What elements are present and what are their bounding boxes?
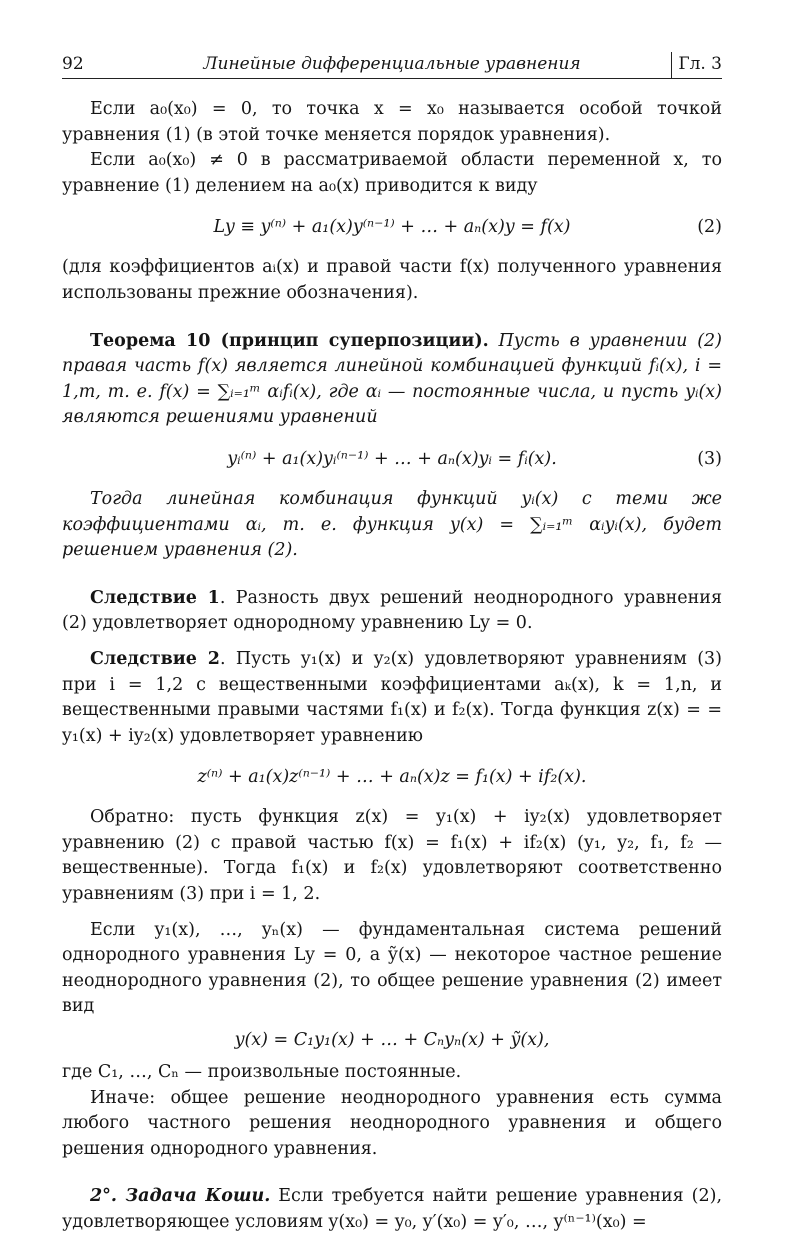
section-cauchy	[62, 1184, 722, 1235]
paragraph-normal-form: Если a₀(x₀) ≠ 0 в рассматриваемой области переменной x, то уравнение (1) делением на a₀(x) приводится к виду	[62, 150, 722, 196]
equation-3	[62, 445, 722, 473]
equation-general	[62, 1026, 722, 1054]
equation-3-expression: yᵢ⁽ⁿ⁾ + a₁(x)yᵢ⁽ⁿ⁻¹⁾ + … + aₙ(x)yᵢ = fᵢ(x).	[227, 448, 557, 469]
corollary-2-text: . Пусть y₁(x) и y₂(x) удовлетворяют уравнениям (3) при i = 1,2 с вещественными коэффициентами aₖ(x), k = 1,n, и вещественными правыми частями f₁(x) и f₂(x). Тогда функция z(x) = = y₁(x) + iy₂(x) удовлетворяет уравнению	[62, 648, 723, 746]
paragraph-notation: (для коэффициентов aᵢ(x) и правой части f(x) полученного уравнения использованы прежние обозначения).	[62, 257, 722, 303]
section-cauchy-text: Если требуется найти решение уравнения (2), удовлетворяющее условиям y(x₀) = y₀, y′(x₀) = y′₀, …, y⁽ⁿ⁻¹⁾(x₀) =	[62, 1186, 723, 1232]
equation-general-expression: y(x) = C₁y₁(x) + … + Cₙyₙ(x) + ỹ(x),	[234, 1030, 550, 1051]
running-header	[62, 50, 722, 79]
theorem-10	[62, 329, 722, 431]
equation-2	[62, 213, 722, 241]
theorem-10-conclusion: Тогда линейная комбинация функций yᵢ(x) с теми же коэффициентами αᵢ, т. е. функция y(x) = ∑ᵢ₌₁ᵐ αᵢyᵢ(x), будет решением уравнения (2).	[62, 488, 722, 561]
paragraph-constants: где C₁, …, Cₙ — произвольные постоянные.	[62, 1062, 462, 1083]
corollary-2	[62, 647, 722, 749]
page-number: 92	[62, 54, 84, 74]
section-cauchy-heading: 2°. Задача Коши.	[90, 1186, 271, 1207]
running-title: Линейные дифференциальные уравнения	[203, 54, 581, 74]
paragraph-converse: Обратно: пусть функция z(x) = y₁(x) + iy₂(x) удовлетворяет уравнению (2) с правой частью f(x) = f₁(x) + if₂(x) (y₁, y₂, f₁, f₂ — вещественные). Тогда f₁(x) и f₂(x) удовлетворяют соответственно уравнениям (3) при i = 1, 2.	[62, 807, 722, 905]
paragraph-general-solution: Если y₁(x), …, yₙ(x) — фундаментальная система решений однородного уравнения Ly = 0, а ỹ(x) — некоторое частное решение неоднородного уравнения (2), то общее решение уравнения (2) имеет вид	[62, 919, 722, 1017]
chapter-label: Гл. 3	[671, 52, 722, 78]
corollary-1	[62, 586, 722, 637]
corollary-1-text: . Разность двух решений неоднородного уравнения (2) удовлетворяет однородному уравнению Ly = 0.	[62, 587, 723, 634]
equation-2-number: (2)	[697, 217, 722, 238]
theorem-10-statement: Пусть в уравнении (2) правая часть f(x) является линейной комбинацией функций fᵢ(x), i = 1,m, т. е. f(x) = ∑ᵢ₌₁ᵐ αᵢfᵢ(x), где αᵢ — постоянные числа, и пусть yᵢ(x) являются решениями уравнений	[62, 330, 722, 428]
equation-3-number: (3)	[697, 448, 722, 469]
corollary-2-heading: Следствие 2	[90, 648, 220, 669]
page-body	[62, 97, 722, 1236]
equation-2-expression: Ly ≡ y⁽ⁿ⁾ + a₁(x)y⁽ⁿ⁻¹⁾ + … + aₙ(x)y = f(x)	[213, 217, 571, 238]
equation-z	[62, 763, 722, 791]
corollary-1-heading: Следствие 1	[90, 587, 220, 608]
theorem-10-heading: Теорема 10 (принцип суперпозиции).	[90, 330, 489, 351]
equation-z-expression: z⁽ⁿ⁾ + a₁(x)z⁽ⁿ⁻¹⁾ + … + aₙ(x)z = f₁(x) + if₂(x).	[197, 767, 587, 788]
book-page	[62, 50, 722, 1236]
paragraph-singular-point: Если a₀(x₀) = 0, то точка x = x₀ называется особой точкой уравнения (1) (в этой точке меняется порядок уравнения).	[62, 99, 722, 145]
paragraph-otherwise: Иначе: общее решение неоднородного уравнения есть сумма любого частного решения неоднородного уравнения и общего решения однородного уравнения.	[62, 1087, 722, 1159]
